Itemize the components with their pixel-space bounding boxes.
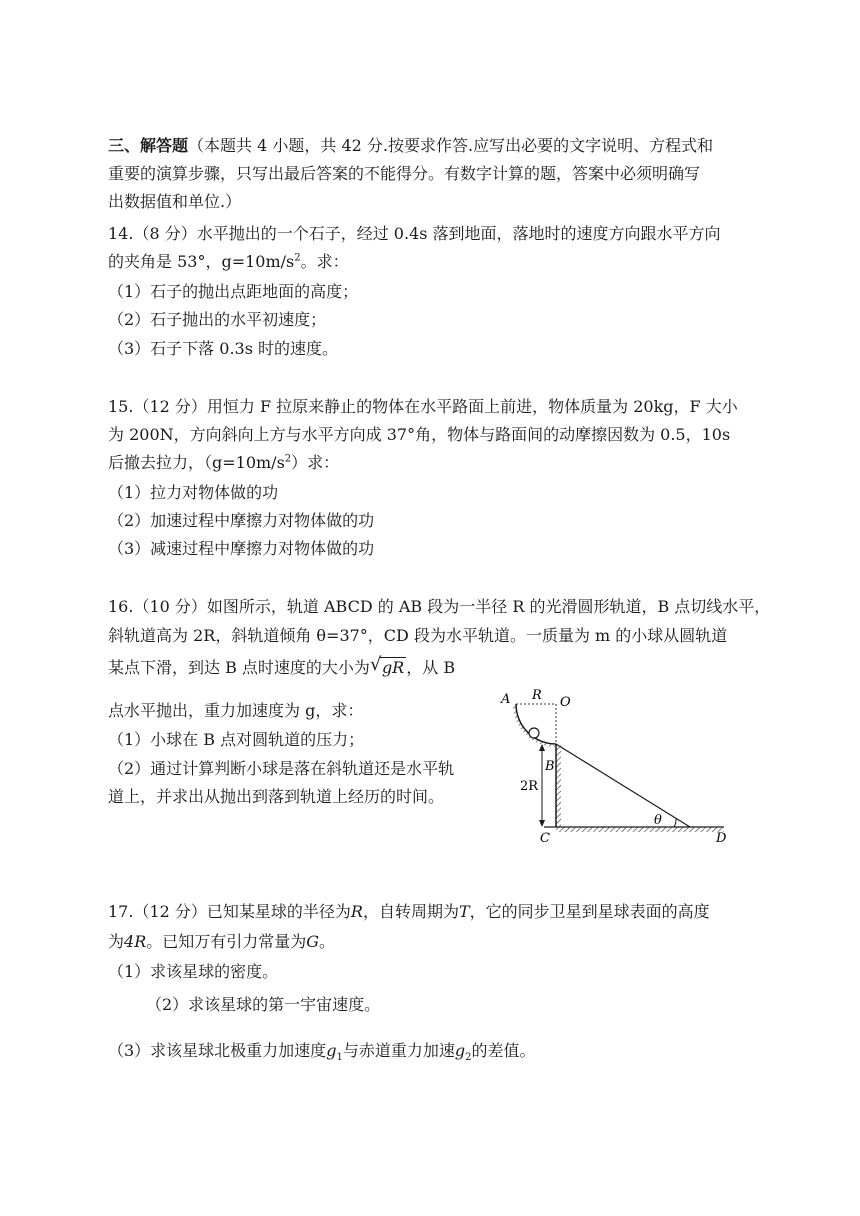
section-intro-line-1 [108, 136, 713, 156]
q17-text-9: 的差值。 [471, 1041, 536, 1060]
label-O: O [560, 695, 571, 710]
q16-line-1: 16.（10 分）如图所示，轨道 ABCD 的 AB 段为一半径 R 的光滑圆形轨道，B 点切线水平， [108, 597, 771, 616]
label-R: R [532, 688, 542, 703]
q14-part-1: （1）石子的抛出点距地面的高度； [108, 282, 359, 301]
q16-part-2b: 道上，并求出从抛出到落到轨道上经历的时间。 [108, 787, 445, 806]
q16-text: 某点下滑，到达 B 点时速度的大小为 [108, 658, 370, 677]
section-intro-line-2: 重要的演算步骤，只写出最后答案的不能得分。有数字计算的题，答案中必须明确写 [108, 164, 701, 183]
q15-text: 后撤去拉力，（g=10m/s [108, 453, 285, 472]
q17-text-3: ，它的同步卫星到星球表面的高度 [469, 902, 710, 921]
q17-text-8: 与赤道重力加速 [342, 1041, 455, 1060]
label-B: B [545, 759, 555, 774]
q15-text-end: ）求： [291, 453, 340, 472]
q17-part-1: （1）求该星球的密度。 [108, 962, 279, 981]
label-C: C [540, 831, 550, 844]
q14-part-2: （2）石子抛出的水平初速度； [108, 310, 327, 329]
q17-line-2 [108, 932, 335, 952]
q17-text-6: 。 [319, 932, 336, 951]
sqrt-symbol: √ gR [369, 654, 405, 677]
q16-part-2a: （2）通过计算判断小球是落在斜轨道还是水平轨 [108, 759, 455, 778]
q16-line-2: 斜轨道高为 2R，斜轨道倾角 θ=37°，CD 段为水平轨道。一质量为 m 的小球从圆轨道 [108, 626, 728, 645]
q17-var-T: T [458, 902, 470, 921]
circular-track-hatch [513, 704, 556, 747]
q14-exponent: 2 [294, 252, 301, 264]
q16-line-4: 点水平抛出，重力加速度为 g，求： [108, 701, 364, 720]
q15-line-1: 15.（12 分）用恒力 F 拉原来静止的物体在水平路面上前进，物体质量为 20kg，F 大小 [108, 397, 738, 416]
section-intro-1: （本题共 4 小题，共 42 分.按要求作答.应写出必要的文字说明、方程式和 [188, 136, 714, 155]
q14-part-3: （3）石子下落 0.3s 时的速度。 [108, 339, 339, 358]
label-A: A [501, 692, 511, 707]
angle-arc [674, 818, 676, 827]
arrow-head-bottom [539, 820, 545, 827]
q16-line-3 [108, 654, 456, 678]
q15-part-3: （3）减速过程中摩擦力对物体做的功 [108, 539, 375, 558]
q17-sub-1: 1 [336, 1052, 343, 1064]
q17-part-3 [108, 1041, 536, 1064]
q17-line-1 [108, 902, 710, 922]
q16-text-end: ，从 B [406, 658, 456, 677]
q17-part-2: （2）求该星球的第一宇宙速度。 [146, 995, 381, 1014]
q17-text-4: 为 [108, 932, 125, 951]
q14-text: 的夹角是 53°，g=10m/s [108, 252, 295, 271]
q17-var-g1: g [326, 1041, 337, 1060]
q17-text-2: ，自转周期为 [362, 902, 459, 921]
sqrt-radicand: gR [381, 658, 405, 677]
q14-line-2 [108, 252, 349, 272]
section-intro-line-3: 出数据值和单位.） [108, 192, 242, 211]
q17-var-4R: 4R [124, 932, 147, 951]
ball [529, 728, 539, 738]
track-diagram [492, 684, 732, 844]
q17-var-G: G [306, 932, 320, 951]
q17-var-R: R [350, 902, 363, 921]
label-theta: θ [654, 813, 662, 828]
q15-line-2: 为 200N，方向斜向上方与水平方向成 37°角，物体与路面间的动摩擦因数为 0.5，10s [108, 425, 731, 444]
q17-text-7: （3）求该星球北极重力加速度 [108, 1041, 327, 1060]
q16-part-1: （1）小球在 B 点对圆轨道的压力； [108, 730, 365, 749]
ground-hatch [556, 827, 724, 832]
q15-line-3 [108, 453, 339, 473]
q17-text-5: 。已知万有引力常量为 [146, 932, 307, 951]
label-2R: 2R [520, 779, 539, 794]
q17-text: 17.（12 分）已知某星球的半径为 [108, 902, 351, 921]
q15-part-2: （2）加速过程中摩擦力对物体做的功 [108, 511, 375, 530]
q17-var-g2: g [454, 1041, 466, 1060]
incline-track [556, 744, 690, 827]
label-D: D [716, 831, 727, 844]
q14-line-1: 14.（8 分）水平抛出的一个石子，经过 0.4s 落到地面，落地时的速度方向跟水平方向 [108, 224, 721, 243]
q14-text-end: 。求： [300, 252, 349, 271]
q15-exponent: 2 [284, 453, 292, 465]
q15-part-1: （1）拉力对物体做的功 [108, 483, 279, 502]
q17-sub-2: 2 [465, 1052, 472, 1064]
section-heading: 三、解答题 [108, 136, 189, 155]
